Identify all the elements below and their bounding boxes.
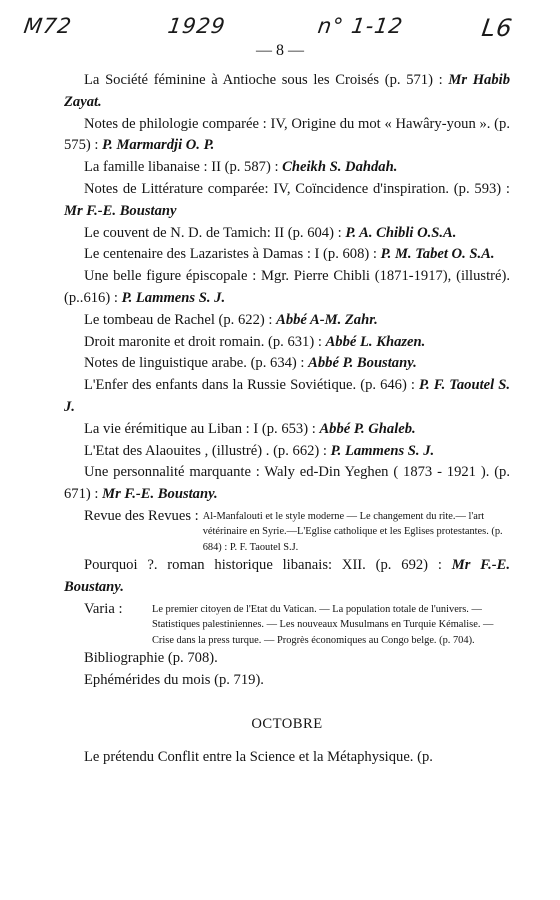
- toc-entry: [64, 244, 510, 266]
- revue-text-body: Al-Manfalouti et le style moderne — Le changement du rite.— l'art vétérinaire en Syrie.—L'Eglise catholique et les Eglises protestantes. (p. 684) : P. F. Taoutel S.J.: [202, 510, 503, 553]
- toc-entry: [64, 375, 510, 419]
- revue-text: [203, 506, 510, 555]
- revue-des-revues: [64, 506, 510, 555]
- toc-entry: [64, 114, 510, 158]
- entry-author: Abbé P. Boustany.: [308, 355, 417, 372]
- varia-label: Varia :: [84, 600, 123, 617]
- entry-title: Droit maronite et droit romain. (p. 631) :: [84, 333, 326, 350]
- entry-author: P. Lammens S. J.: [121, 289, 226, 306]
- pourquoi-author: Mr F.-E. Boustany.: [64, 557, 510, 595]
- toc-entry: [64, 310, 510, 332]
- varia-text-body: Le premier citoyen de l'Etat du Vatican. — La population totale de l'univers. — Statistiques palestiniennes. — Les nouveaux Musulmans en Turquie Kémalise. — Crise dans la press turque. — Progrès économiques au Congo belge. (p. 704).: [152, 603, 494, 646]
- entry-title: La vie érémitique au Liban : I (p. 653) :: [84, 420, 320, 437]
- ephemerides-entry: Ephémérides du mois (p. 719).: [84, 671, 264, 688]
- handwritten-year: 1929: [166, 14, 228, 38]
- entry-title: La Société féminine à Antioche sous les Croisés (p. 571) :: [84, 72, 449, 88]
- entry-author: Abbé A-M. Zahr.: [276, 311, 378, 328]
- entry-title: La famille libanaise : II (p. 587) :: [84, 159, 283, 176]
- entry-title: Le tombeau de Rachel (p. 622) :: [84, 311, 277, 328]
- month-heading: OCTOBRE: [251, 715, 323, 732]
- handwritten-issue-range: n° 1-12: [316, 14, 405, 38]
- entry-title: Une personnalité marquante : Waly ed-Din Yeghen ( 1873 - 1921 ). (p. 671) :: [64, 464, 510, 503]
- toc-entry: [64, 179, 510, 223]
- entry-author: Abbé L. Khazen.: [325, 333, 426, 350]
- entry-title: Notes de linguistique arabe. (p. 634) :: [84, 355, 309, 372]
- entry-title: Une belle figure épiscopale : Mgr. Pierre Chibli (1871-1917), (illustré). (p..616) :: [64, 268, 510, 306]
- entry-title: Notes de Littérature comparée: IV, Coïncidence d'inspiration. (p. 593) :: [84, 180, 510, 197]
- entry-author: P. F. Taoutel S. J.: [64, 377, 511, 415]
- entry-author: P. Marmardji O. P.: [102, 137, 215, 154]
- toc-entry: [64, 157, 510, 179]
- toc-entry: [64, 441, 510, 463]
- table-of-contents: [64, 70, 510, 769]
- revue-label: Revue des Revues :: [84, 507, 199, 524]
- entry-list: [64, 70, 510, 506]
- entry-author: P. A. Chibli O.S.A.: [345, 224, 457, 241]
- entry-author: Mr F.-E. Boustany.: [102, 486, 218, 503]
- toc-entry: [64, 462, 510, 506]
- entry-title: Le centenaire des Lazaristes à Damas : I (p. 608) :: [84, 246, 381, 263]
- entry-title: Le couvent de N. D. de Tamich: II (p. 604) :: [84, 224, 346, 241]
- toc-entry: [64, 419, 510, 441]
- toc-entry: [64, 332, 510, 354]
- entry-author: P. M. Tabet O. S.A.: [380, 246, 495, 263]
- entry-title: L'Etat des Alaouites , (illustré) . (p. 662) :: [84, 442, 331, 459]
- varia-text: [152, 599, 510, 648]
- pourquoi-entry: [64, 555, 510, 599]
- october-first-entry: Le prétendu Conflit entre la Science et la Métaphysique. (p.: [84, 749, 433, 766]
- entry-author: P. Lammens S. J.: [330, 442, 435, 459]
- handwritten-code: M72: [22, 14, 74, 38]
- pourquoi-title: Pourquoi ?. roman historique libanais: XII. (p. 692) :: [84, 557, 452, 574]
- page-number: — 8 —: [256, 42, 304, 59]
- handwritten-shelf-mark: L6: [480, 14, 515, 42]
- entry-title: Notes de philologie comparée : IV, Origine du mot « Hawâry-youn ». (p. 575) :: [64, 115, 510, 154]
- toc-entry: [64, 223, 510, 245]
- entry-author: Mr F.-E. Boustany: [64, 202, 177, 219]
- bibliographie-entry: Bibliographie (p. 708).: [84, 649, 218, 666]
- toc-entry: [64, 353, 510, 375]
- toc-entry: [64, 70, 510, 114]
- entry-author: Mr Habib Zayat.: [64, 72, 510, 110]
- entry-title: L'Enfer des enfants dans la Russie Soviétique. (p. 646) :: [84, 377, 420, 394]
- toc-entry: [64, 266, 510, 310]
- varia: [64, 599, 510, 648]
- entry-author: Abbé P. Ghaleb.: [319, 420, 416, 437]
- entry-author: Cheikh S. Dahdah.: [282, 159, 398, 176]
